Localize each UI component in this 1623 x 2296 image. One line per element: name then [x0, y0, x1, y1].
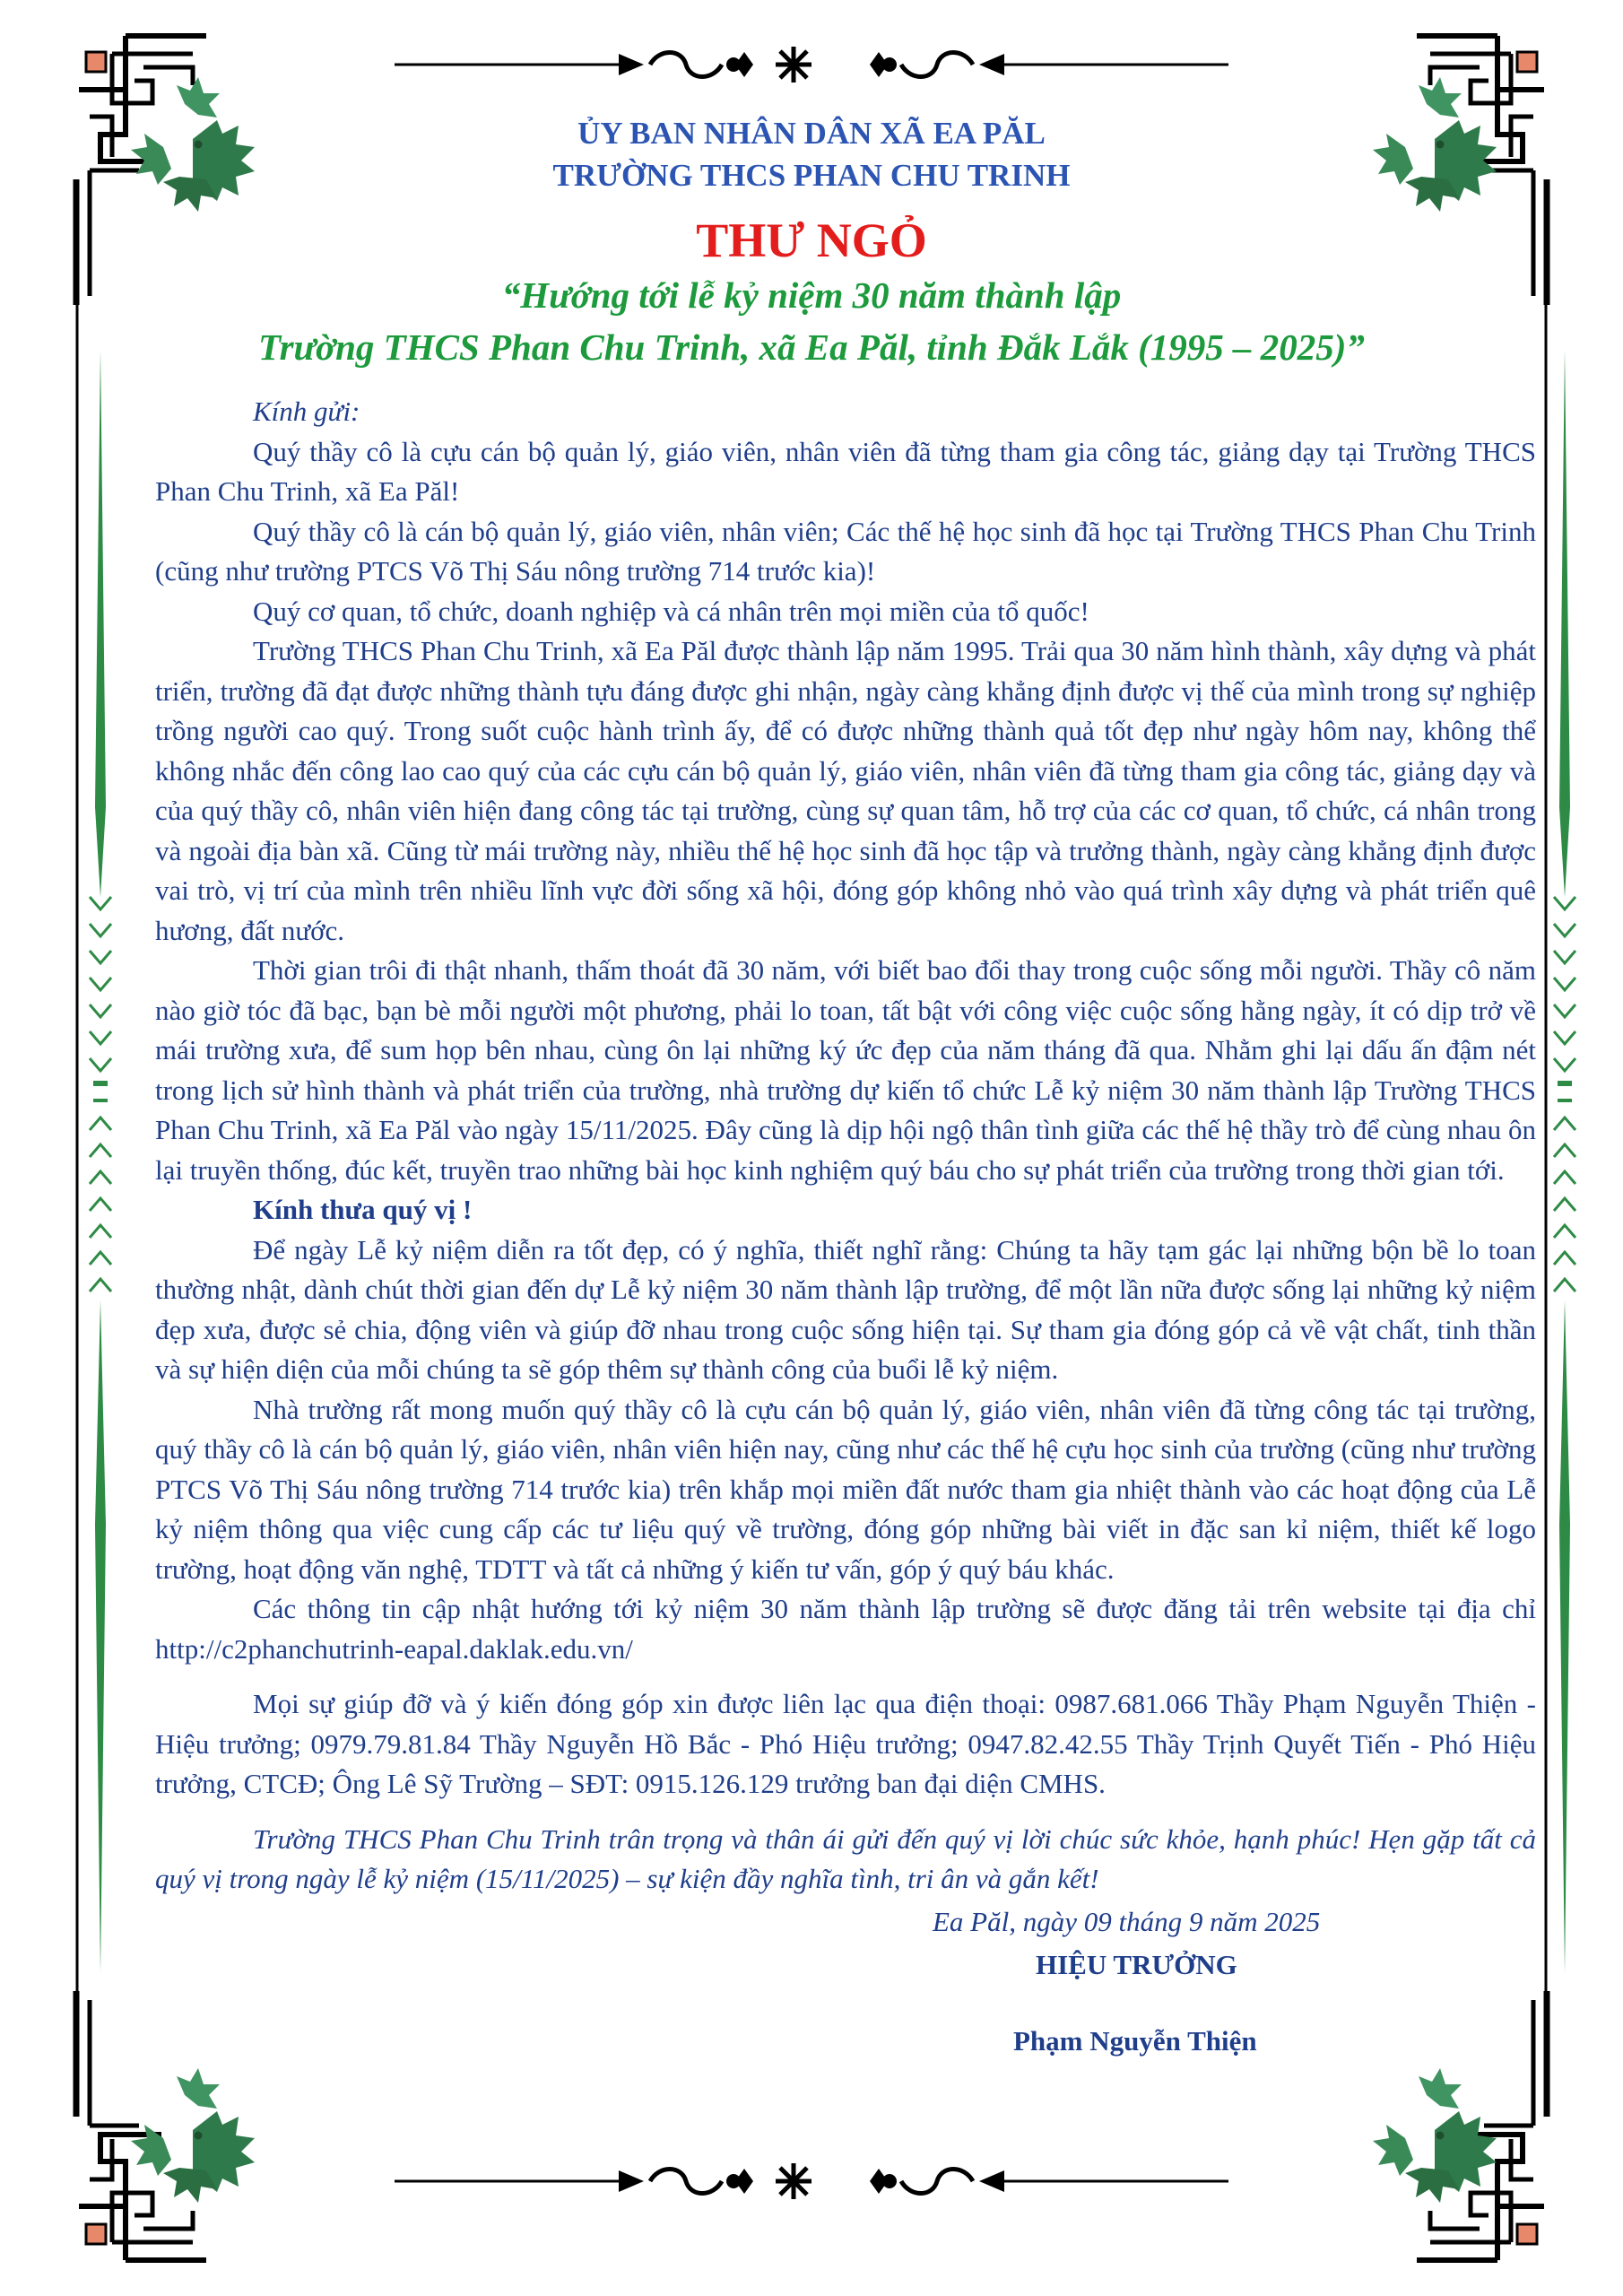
recipient-1: Quý thầy cô là cựu cán bộ quản lý, giáo viên, nhân viên đã từng tham gia công tác, giảng dạy tại Trường THCS Phan Chu Trinh, xã Ea Păl! [155, 435, 1536, 507]
paragraph-6: Mọi sự giúp đỡ và ý kiến đóng góp xin được liên lạc qua điện thoại: 0987.681.066 Thầy Phạm Nguyễn Thiện - Hiệu trưởng; 0979.79.81.84 Thầy Nguyễn Hồ Bắc - Phó Hiệu trưởng; 0947.82.42.55 Thầy Trịnh Quyết Tiến - Phó Hiệu trưởng, CTCĐ; Ông Lê Sỹ Trường – SĐT: 0915.126.129 trưởng ban đại diện CMHS. [155, 1688, 1536, 1799]
agency-header [0, 112, 1623, 196]
paragraph-4: Nhà trường rất mong muốn quý thầy cô là cựu cán bộ quản lý, giáo viên, nhân viên đã từng công tác tại trường, quý thầy cô là cán bộ quản lý, giáo viên, nhân viên hiện nay, cũng như các thế hệ cựu học sinh của trường (cũng như trường PTCS Võ Thị Sáu nông trường 714 trước kia) trên khắp mọi miền đất nước tham gia nhiệt thành vào các hoạt động của Lễ kỷ niệm thông qua việc cung cấp các tư liệu quý về trường, đóng góp những bài viết in đặc san kỉ niệm, thiết kế logo trường, hoạt động văn nghệ, TDTT và tất cả những ý kiến tư vấn, góp ý quý báu khác. [155, 1393, 1536, 1585]
agency-line-1: ỦY BAN NHÂN DÂN XÃ EA PĂL [577, 116, 1046, 151]
recipient-2: Quý thầy cô là cán bộ quản lý, giáo viên, nhân viên; Các thế hệ học sinh đã học tại Trường THCS Phan Chu Trinh (cũng như trường PTCS Võ Thị Sáu nông trường 714 trước kia)! [155, 515, 1536, 587]
paragraph-3: Để ngày Lễ kỷ niệm diễn ra tốt đẹp, có ý nghĩa, thiết nghĩ rằng: Chúng ta hãy tạm gác lại những bộn bề lo toan thường nhật, dành chút thời gian đến dự Lễ kỷ niệm 30 năm thành lập trường, để một lần nữa được sống lại những kỷ niệm đẹp xưa, được sẻ chia, động viên và giúp đỡ nhau trong cuộc sống hiện tại. Sự tham gia đóng góp cả về vật chất, tinh thần và sự hiện diện của mỗi chúng ta sẽ góp thêm sự thành công của buổi lễ kỷ niệm. [155, 1233, 1536, 1385]
corner-bottom-left-icon [76, 1991, 206, 2260]
signer-role: HIỆU TRƯỞNG [1036, 1949, 1237, 1980]
subtitle-line-2: Trường THCS Phan Chu Trinh, xã Ea Păl, tỉnh Đắk Lắk (1995 – 2025)” [258, 326, 1365, 368]
paragraph-2: Thời gian trôi đi thật nhanh, thấm thoát đã 30 năm, với biết bao đổi thay trong cuộc sống mỗi người. Thầy cô năm nào giờ tóc đã bạc, bạn bè mỗi người một phương, phải lo toan, tất bật với công việc cuộc sống hằng ngày, ít có dịp trở về mái trường xưa, để sum họp bên nhau, cùng ôn lại những ký ức đẹp của năm tháng đã qua. Nhằm ghi lại dấu ấn đậm nét trong lịch sử hình thành và phát triển của trường, nhà trường dự kiến tổ chức Lễ kỷ niệm 30 năm thành lập Trường THCS Phan Chu Trinh, xã Ea Păl vào ngày 15/11/2025. Đây cũng là dịp hội ngộ thân tình giữa các thế hệ thầy trò để cùng nhau ôn lại truyền thống, đúc kết, truyền trao những bài học kinh nghiệm quý báu cho sự phát triển của trường trong thời gian tới. [155, 954, 1536, 1186]
letter-title: THƯ NGỎ [696, 213, 927, 267]
subtitle-line-1: “Hướng tới lễ kỷ niệm 30 năm thành lập [501, 274, 1122, 316]
agency-line-2: TRƯỜNG THCS PHAN CHU TRINH [552, 158, 1071, 193]
place-date: Ea Păl, ngày 09 tháng 9 năm 2025 [933, 1906, 1321, 1937]
vine-border-icon [90, 350, 111, 1973]
recipient-3: Quý cơ quan, tổ chức, doanh nghiệp và cá nhân trên mọi miền của tổ quốc! [253, 595, 1089, 627]
vine-border-icon [1554, 350, 1575, 1973]
bottom-ornament-icon [395, 2163, 1228, 2199]
top-ornament-icon [395, 47, 1228, 83]
paragraph-5-text: Các thông tin cập nhật hướng tới kỷ niệm 30 năm thành lập trường sẽ được đăng tải trên website tại địa chỉ [253, 1593, 1536, 1624]
holly-leaves-icon [131, 2068, 255, 2203]
website-link[interactable]: http://c2phanchutrinh-eapal.daklak.edu.vn/ [155, 1632, 633, 1665]
salutation: Kính gửi: [253, 396, 360, 427]
corner-bottom-right-icon [1417, 1991, 1547, 2260]
letter-body [155, 392, 1536, 1900]
address-line: Kính thưa quý vị ! [253, 1194, 473, 1225]
letter-subtitle [0, 269, 1623, 373]
closing-paragraph: Trường THCS Phan Chu Trinh trân trọng và thân ái gửi đến quý vị lời chúc sức khỏe, hạnh phúc! Hẹn gặp tất cả quý vị trong ngày lễ kỷ niệm (15/11/2025) – sự kiện đầy nghĩa tình, tri ân và gắn kết! [155, 1822, 1536, 1894]
signer-name: Phạm Nguyễn Thiện [1013, 2025, 1257, 2057]
paragraph-1: Trường THCS Phan Chu Trinh, xã Ea Păl được thành lập năm 1995. Trải qua 30 năm hình thành, xây dựng và phát triển, trường đã đạt được những thành tựu đáng được ghi nhận, ngày càng khẳng định được vị thế của mình trong sự nghiệp trồng người cao quý. Trong suốt cuộc hành trình ấy, để có được những thành quả tốt đẹp như ngày hôm nay, không thể không nhắc đến công lao cao quý của các cựu cán bộ quản lý, giáo viên, nhân viên đã từng tham gia công tác, giảng dạy và của quý thầy cô, nhân viên hiện đang công tác tại trường, cùng sự quan tâm, hỗ trợ của các cơ quan, tổ chức, cá nhân trong và ngoài địa bàn xã. Cũng từ mái trường này, nhiều thế hệ học sinh đã học tập và trưởng thành, ngày càng khẳng định được vai trò, vị trí của mình trên nhiều lĩnh vực đời sống xã hội, đóng góp không nhỏ vào quá trình xây dựng và phát triển quê hương, đất nước. [155, 635, 1536, 946]
paragraph-5 [155, 1589, 1536, 1669]
